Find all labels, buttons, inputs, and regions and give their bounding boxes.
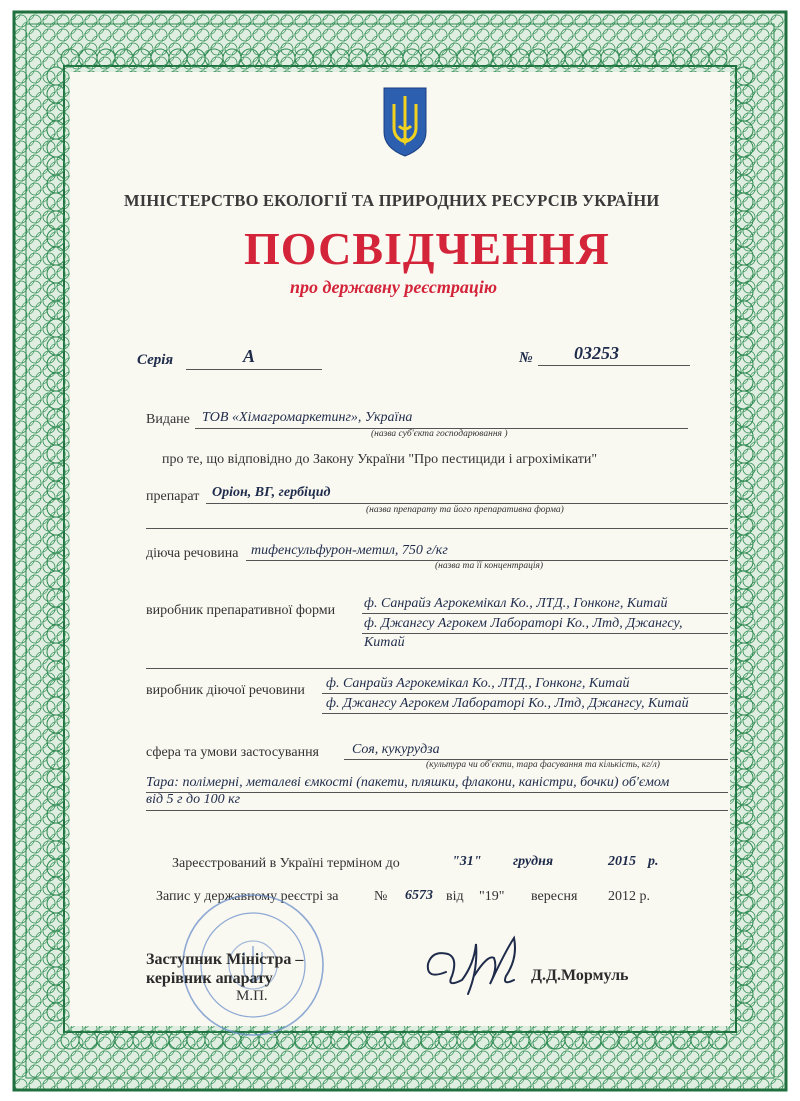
product-underline bbox=[206, 503, 728, 504]
active-label: діюча речовина bbox=[146, 546, 239, 561]
issued-label: Видане bbox=[146, 412, 190, 427]
active-maker-line-1: ф. Санрайз Агрокемікал Ко., ЛТД., Гонконг, Китай bbox=[326, 676, 630, 691]
registration-month: грудня bbox=[513, 854, 554, 869]
entry-number: 6573 bbox=[405, 888, 433, 903]
product-caption: (назва препарату та його препаративна форма) bbox=[366, 505, 564, 515]
formulation-maker-line-1: ф. Санрайз Агрокемікал Ко., ЛТД., Гонконг, Китай bbox=[364, 596, 668, 611]
series-label: Серія bbox=[137, 352, 174, 368]
product-value: Оріон, ВГ, гербіцид bbox=[212, 485, 331, 500]
entry-from-label: від bbox=[446, 889, 464, 904]
signer-position-line-1: Заступник Міністра – bbox=[146, 951, 304, 968]
scope-underline-2 bbox=[146, 810, 728, 811]
registration-year-suffix: р. bbox=[648, 854, 659, 869]
active-maker-underline-2 bbox=[322, 713, 728, 714]
entry-year: 2012 р. bbox=[608, 889, 650, 904]
product-label: препарат bbox=[146, 489, 200, 504]
scope-caption: (культура чи об'єкти, тара фасування та кількість, кг/л) bbox=[426, 760, 660, 770]
signer-name: Д.Д.Мормуль bbox=[531, 967, 629, 984]
entry-day: "19" bbox=[479, 889, 505, 904]
number-label: № bbox=[519, 350, 533, 366]
document-title: ПОСВІДЧЕННЯ bbox=[244, 223, 610, 274]
formulation-maker-line-2: ф. Джангсу Агрокем Лабораторі Ко., Лтд, Джангсу, bbox=[364, 616, 683, 631]
registration-text: Зареєстрований в Україні терміном до bbox=[172, 856, 400, 871]
series-underline bbox=[186, 369, 322, 370]
formulation-maker-underline-1 bbox=[362, 613, 728, 614]
scope-label: сфера та умови застосування bbox=[146, 745, 319, 760]
handwritten-signature-icon bbox=[418, 924, 538, 1004]
product-extra-line bbox=[146, 528, 728, 529]
active-maker-line-2: ф. Джангсу Агрокем Лабораторі Ко., Лтд, Джангсу, Китай bbox=[326, 696, 689, 711]
active-caption: (назва та її концентрація) bbox=[435, 561, 544, 571]
scope-line-1: Тара: полімерні, металеві ємкості (пакети, пляшки, флакони, каністри, бочки) об'ємом bbox=[146, 775, 670, 790]
issued-value: ТОВ «Хімагромаркетинг», Україна bbox=[202, 410, 413, 425]
registration-year: 2015 bbox=[608, 854, 636, 869]
scope-line-2: від 5 г до 100 кг bbox=[146, 792, 241, 807]
scope-value: Соя, кукурудза bbox=[352, 742, 440, 757]
entry-month: вересня bbox=[531, 889, 578, 904]
signer-position-line-2: керівник апарату bbox=[146, 970, 273, 987]
document-subtitle: про державну реєстрацію bbox=[290, 277, 498, 297]
law-statement: про те, що відповідно до Закону України "Про пестициди і агрохімікати" bbox=[162, 452, 598, 467]
active-value: тифенсульфурон-метил, 750 г/кг bbox=[251, 543, 448, 558]
formulation-maker-label: виробник препаративної форми bbox=[146, 603, 336, 618]
ministry-name: МІНІСТЕРСТВО ЕКОЛОГІЇ ТА ПРИРОДНИХ РЕСУРСІВ УКРАЇНИ bbox=[124, 191, 660, 210]
ukraine-trident-emblem-icon bbox=[382, 86, 428, 158]
series-value: А bbox=[243, 346, 256, 366]
entry-text: Запис у державному реєстрі за bbox=[156, 889, 339, 904]
active-maker-underline-1 bbox=[322, 693, 728, 694]
formulation-maker-line-3: Китай bbox=[364, 635, 405, 650]
number-underline bbox=[538, 365, 690, 366]
registration-day: "31" bbox=[452, 854, 482, 869]
number-value: 03253 bbox=[574, 343, 619, 363]
formulation-maker-underline-2 bbox=[362, 633, 728, 634]
stamp-place-mark: М.П. bbox=[236, 988, 268, 1004]
issued-caption: (назва суб'єкта господарювання ) bbox=[371, 429, 508, 439]
entry-no-label: № bbox=[374, 889, 388, 904]
formulation-maker-underline-3 bbox=[146, 668, 728, 669]
active-maker-label: виробник діючої речовини bbox=[146, 683, 305, 698]
